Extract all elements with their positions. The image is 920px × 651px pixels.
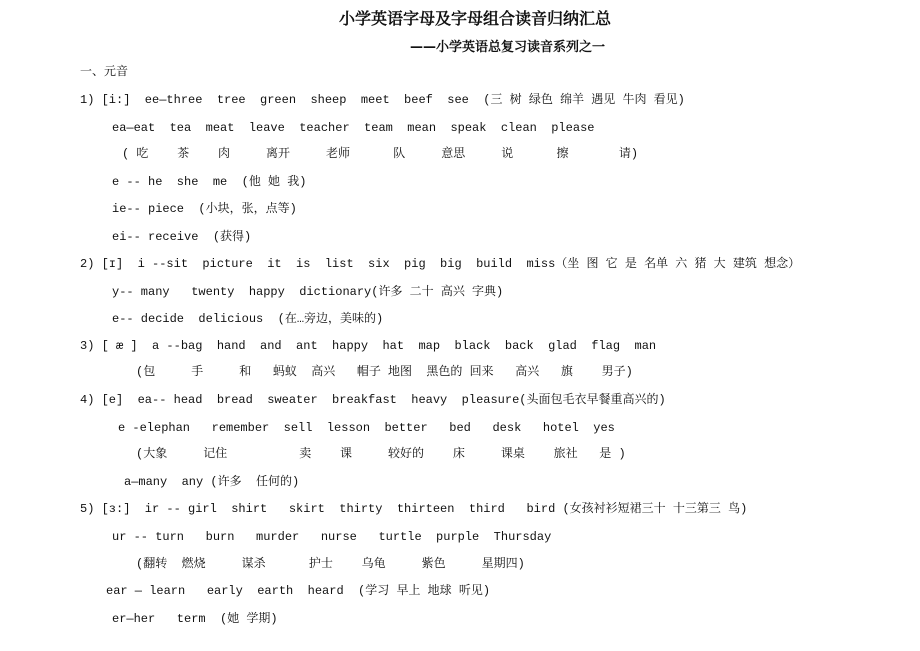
page-title: 小学英语字母及字母组合读音归纳汇总	[338, 9, 611, 28]
text-line: 5) [ɜ:] ir -- girl shirt skirt thirty thirteen third bird (女孩衬衫短裙三十 十三第三 鸟)	[80, 502, 748, 516]
text-line: 1) [i:] ee—three tree green sheep meet beef see (三 树 绿色 绵羊 遇见 牛肉 看见)	[80, 93, 685, 107]
text-line: y-- many twenty happy dictionary(许多 二十 高兴 字典)	[112, 285, 504, 299]
text-line: (翻转 燃烧 谋杀 护士 乌龟 紫色 星期四)	[136, 557, 525, 571]
text-line: (包 手 和 蚂蚁 高兴 帽子 地图 黑色的 回来 高兴 旗 男子)	[136, 365, 633, 379]
text-line: a—many any (许多 任何的)	[124, 475, 300, 489]
text-line: ei-- receive (获得)	[112, 230, 252, 244]
text-line: e -- he she me (他 她 我)	[112, 175, 307, 189]
text-line: e-- decide delicious (在…旁边，美味的)	[112, 312, 384, 326]
text-line: (大象 记住 卖 课 较好的 床 课桌 旅社 是 )	[136, 447, 626, 461]
text-line: ( 吃 茶 肉 离开 老师 队 意思 说 擦 请)	[122, 147, 639, 161]
text-line: 2) [ɪ] i --sit picture it is list six pig big build miss（坐 图 它 是 名单 六 猪 大 建筑 想念）	[80, 257, 801, 271]
text-line: e -elephan remember sell lesson better bed desk hotel yes	[118, 421, 615, 435]
text-line: ur -- turn burn murder nurse turtle purple Thursday	[112, 530, 552, 544]
text-line: 3) [ æ ] a --bag hand and ant happy hat map black back glad flag man	[80, 339, 657, 353]
text-line: ea—eat tea meat leave teacher team mean speak clean please	[112, 121, 595, 135]
page-subtitle: ——小学英语总复习读音系列之一	[410, 40, 606, 55]
text-line: ear — learn early earth heard (学习 早上 地球 听见)	[106, 584, 491, 598]
text-line: er—her term (她 学期)	[112, 612, 278, 626]
text-line: ie-- piece (小块，张，点等)	[112, 202, 297, 216]
text-line: 4) [e] ea-- head bread sweater breakfast heavy pleasure(头面包毛衣早餐重高兴的)	[80, 393, 666, 407]
section-heading: 一、元音	[80, 65, 129, 79]
